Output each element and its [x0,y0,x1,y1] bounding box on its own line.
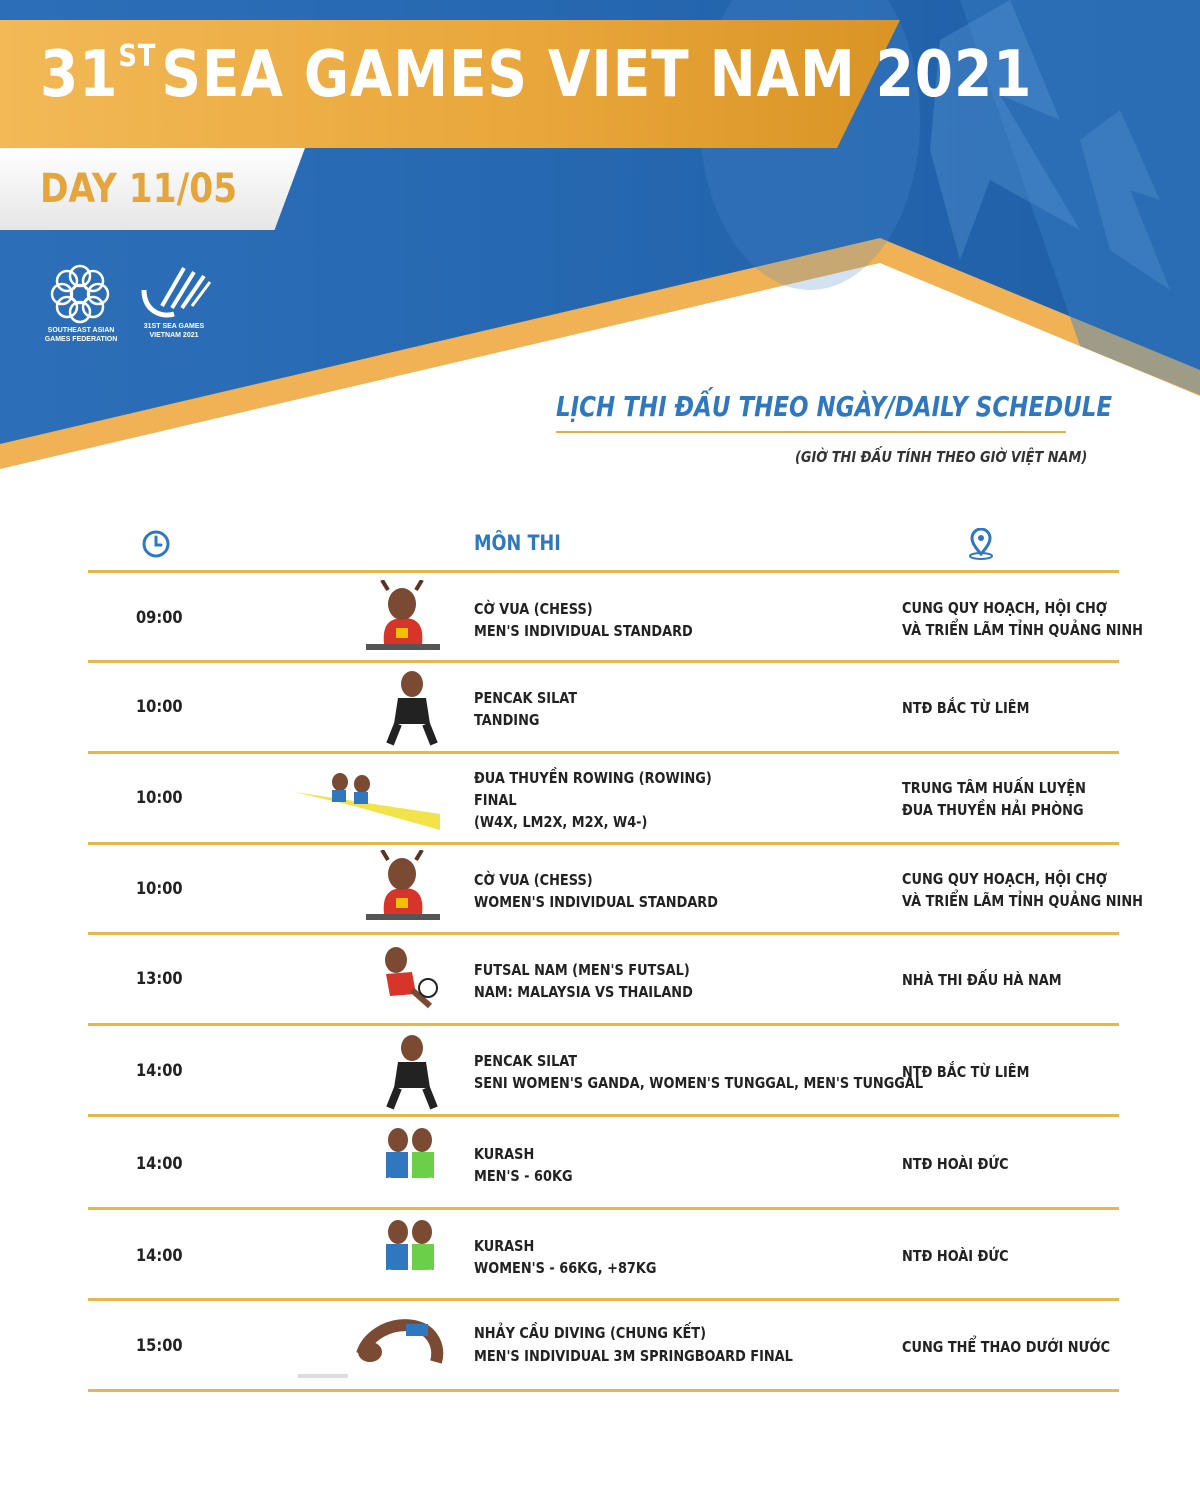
row-venue: TRUNG TÂM HUẤN LUYỆN [902,779,1086,797]
row-sport: PENCAK SILAT [474,689,578,707]
federation-logo [48,262,112,326]
federation-logo-text: SOUTHEAST ASIAN GAMES FEDERATION [44,327,118,343]
row-detail: FINAL [474,791,517,809]
row-time: 14:00 [136,1061,183,1081]
row-sport: CỜ VUA (CHESS) [474,871,593,889]
rowing-mascot-icon [294,762,440,832]
row-detail: MEN'S - 60KG [474,1167,573,1185]
games-logo [140,262,214,322]
kurash-mascot-icon [380,1216,440,1292]
clock-icon [141,529,171,559]
row-time: 13:00 [136,969,183,989]
row-detail-line2: (W4X, LM2X, M2X, W4-) [474,813,648,831]
row-sport: ĐUA THUYỀN ROWING (ROWING) [474,769,712,787]
timezone-note: (GIỜ THI ĐẤU TÍNH THEO GIỜ VIỆT NAM) [795,448,1088,466]
diving-mascot-icon [296,1308,444,1384]
day-label: DAY 11/05 [40,166,238,212]
row-divider [88,932,1119,935]
row-sport: FUTSAL NAM (MEN'S FUTSAL) [474,961,690,979]
chess-mascot-icon [364,580,442,654]
row-detail: NAM: MALAYSIA VS THAILAND [474,983,693,1001]
pencak-silat-mascot-icon [384,668,440,746]
row-sport: PENCAK SILAT [474,1052,578,1070]
row-venue-line2: ĐUA THUYỀN HẢI PHÒNG [902,801,1084,819]
schedule-title: LỊCH THI ĐẤU THEO NGÀY/DAILY SCHEDULE [556,390,1113,423]
row-venue-line2: VÀ TRIỂN LÃM TỈNH QUẢNG NINH [902,621,1143,639]
row-sport: KURASH [474,1237,535,1255]
kurash-mascot-icon [380,1124,440,1200]
row-venue: NHÀ THI ĐẤU HÀ NAM [902,971,1062,989]
row-divider [88,751,1119,754]
row-divider [88,1298,1119,1301]
row-sport: CỜ VUA (CHESS) [474,600,593,618]
row-sport: NHẢY CẦU DIVING (CHUNG KẾT) [474,1324,707,1342]
row-detail: WOMEN'S INDIVIDUAL STANDARD [474,893,718,911]
row-venue: CUNG QUY HOẠCH, HỘI CHỢ [902,870,1108,888]
row-venue: NTĐ BẮC TỪ LIÊM [902,699,1030,717]
row-time: 09:00 [136,608,183,628]
row-detail: MEN'S INDIVIDUAL STANDARD [474,622,693,640]
column-header-sport: MÔN THI [474,531,561,555]
event-title: 31STSEA GAMES VIET NAM 2021 [40,38,1033,112]
chess-mascot-icon [364,850,442,924]
row-time: 10:00 [136,879,183,899]
row-venue: NTĐ HOÀI ĐỨC [902,1247,1009,1265]
row-venue: NTĐ BẮC TỪ LIÊM [902,1063,1030,1081]
row-sport: KURASH [474,1145,535,1163]
location-pin-icon [966,528,996,560]
row-time: 14:00 [136,1154,183,1174]
row-venue: CUNG QUY HOẠCH, HỘI CHỢ [902,599,1108,617]
schedule-title-underline [556,431,1066,433]
row-time: 15:00 [136,1336,183,1356]
futsal-mascot-icon [372,944,444,1016]
row-detail: WOMEN'S - 66KG, +87KG [474,1259,657,1277]
games-logo-text: 31ST SEA GAMES VIETNAM 2021 [143,323,205,339]
row-detail: MEN'S INDIVIDUAL 3M SPRINGBOARD FINAL [474,1347,793,1365]
row-detail: TANDING [474,711,540,729]
row-time: 14:00 [136,1246,183,1266]
row-detail: SENI WOMEN'S GANDA, WOMEN'S TUNGGAL, MEN'S TUNGGAL [474,1074,924,1092]
row-time: 10:00 [136,788,183,808]
row-divider [88,1389,1119,1392]
row-divider [88,1023,1119,1026]
row-divider [88,570,1119,573]
row-venue: NTĐ HOÀI ĐỨC [902,1155,1009,1173]
pencak-silat-mascot-icon [384,1032,440,1110]
row-divider [88,1207,1119,1210]
row-time: 10:00 [136,697,183,717]
row-divider [88,842,1119,845]
row-divider [88,660,1119,663]
row-venue-line2: VÀ TRIỂN LÃM TỈNH QUẢNG NINH [902,892,1143,910]
row-divider [88,1114,1119,1117]
row-venue: CUNG THỂ THAO DƯỚI NƯỚC [902,1338,1111,1356]
